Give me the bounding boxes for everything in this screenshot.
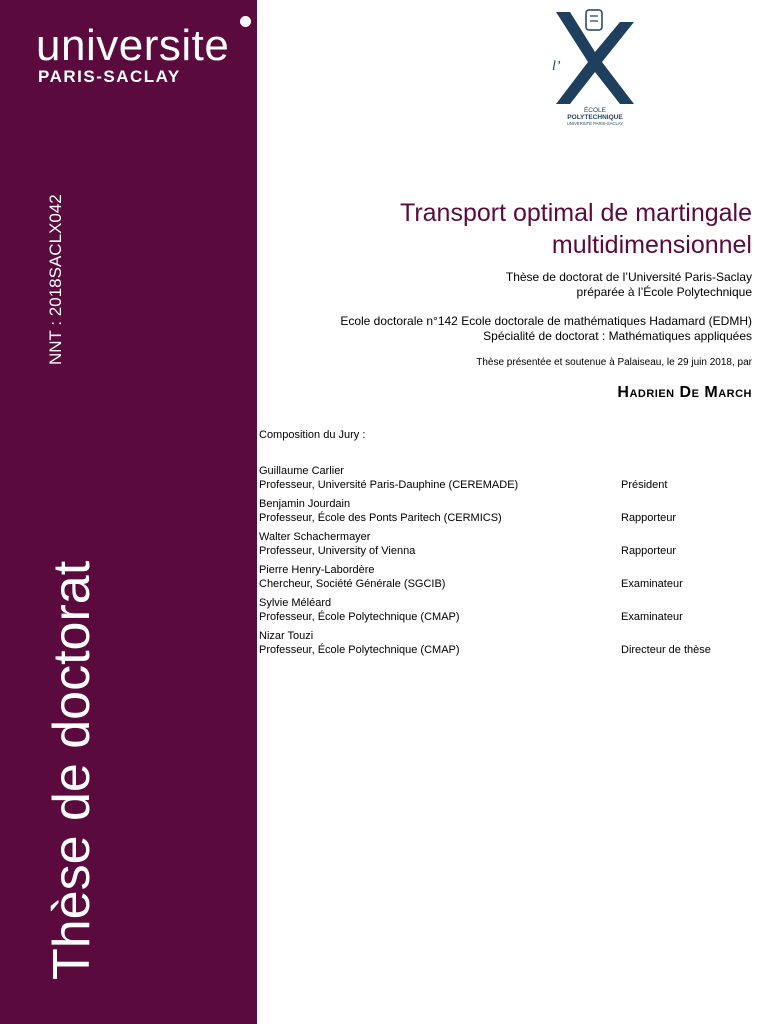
jury-member-affiliation: Professeur, École Polytechnique (CMAP) xyxy=(259,643,460,656)
these-info xyxy=(272,270,752,300)
jury-member-name: Nizar Touzi xyxy=(259,630,314,642)
jury-member-role: Rapporteur xyxy=(621,544,677,557)
jury-member-affiliation: Professeur, Université Paris-Dauphine (CEREMADE) xyxy=(259,478,519,491)
ecole-logo-line3: UNIVERSITÉ PARIS-SACLAY xyxy=(566,121,624,126)
jury-member-role: Président xyxy=(621,478,668,491)
ecole-logo-line2: POLYTECHNIQUE xyxy=(567,114,623,121)
paris-saclay-logo-text: PARIS-SACLAY xyxy=(38,67,181,86)
ecole-info-line2: Spécialité de doctorat : Mathématiques appliquées xyxy=(483,329,752,343)
jury-member-name: Benjamin Jourdain xyxy=(259,498,351,510)
jury-member-affiliation: Professeur, École Polytechnique (CMAP) xyxy=(259,610,460,623)
jury-member-name: Sylvie Méléard xyxy=(259,597,332,609)
jury-member xyxy=(259,630,759,663)
sidebar xyxy=(0,0,257,1024)
nnt-number: NNT : 2018SACLX042 xyxy=(46,194,65,365)
jury-member-affiliation: Chercheur, Société Générale (SGCIB) xyxy=(259,577,446,590)
jury-member xyxy=(259,531,759,564)
logo-dot-icon xyxy=(240,16,251,27)
jury-member-role: Examinateur xyxy=(621,610,683,623)
jury-member xyxy=(259,465,759,498)
jury-member xyxy=(259,498,759,531)
ecole-info xyxy=(272,314,752,344)
soutenance-text: Thèse présentée et soutenue à Palaiseau, le 29 juin 2018, par xyxy=(476,357,752,368)
jury-heading: Composition du Jury : xyxy=(259,429,366,441)
these-info-line1: Thèse de doctorat de l’Université Paris-Saclay xyxy=(505,270,752,284)
jury-member-name: Guillaume Carlier xyxy=(259,465,344,477)
thesis-title-line1: Transport optimal de martingale xyxy=(399,199,752,227)
jury-member-name: Walter Schachermayer xyxy=(259,531,371,543)
vertical-these-title: Thèse de doctorat xyxy=(43,560,101,980)
jury-member-affiliation: Professeur, École des Ponts Paritech (CERMICS) xyxy=(259,511,502,524)
jury-member-affiliation: Professeur, University of Vienna xyxy=(259,544,416,557)
thesis-title xyxy=(282,197,752,261)
ecole-info-line1: Ecole doctorale n°142 Ecole doctorale de mathématiques Hadamard (EDMH) xyxy=(340,314,752,328)
jury-member xyxy=(259,597,759,630)
jury-member-role: Rapporteur xyxy=(621,511,677,524)
ecole-logo-prefix: l’ xyxy=(552,59,561,74)
these-info-line2: préparée à l’École Polytechnique xyxy=(576,285,752,299)
ecole-polytechnique-logo-icon xyxy=(548,8,642,126)
universite-logo-word: universite xyxy=(36,21,230,70)
jury-member-name: Pierre Henry-Labordère xyxy=(259,564,375,576)
jury-list xyxy=(259,465,759,663)
jury-member-role: Directeur de thèse xyxy=(621,643,711,656)
jury-member xyxy=(259,564,759,597)
jury-member-role: Examinateur xyxy=(621,577,683,590)
author-name: Hadrien De March xyxy=(617,384,752,401)
thesis-title-line2: multidimensionnel xyxy=(551,231,752,259)
ecole-logo-line1: ÉCOLE xyxy=(583,107,607,114)
